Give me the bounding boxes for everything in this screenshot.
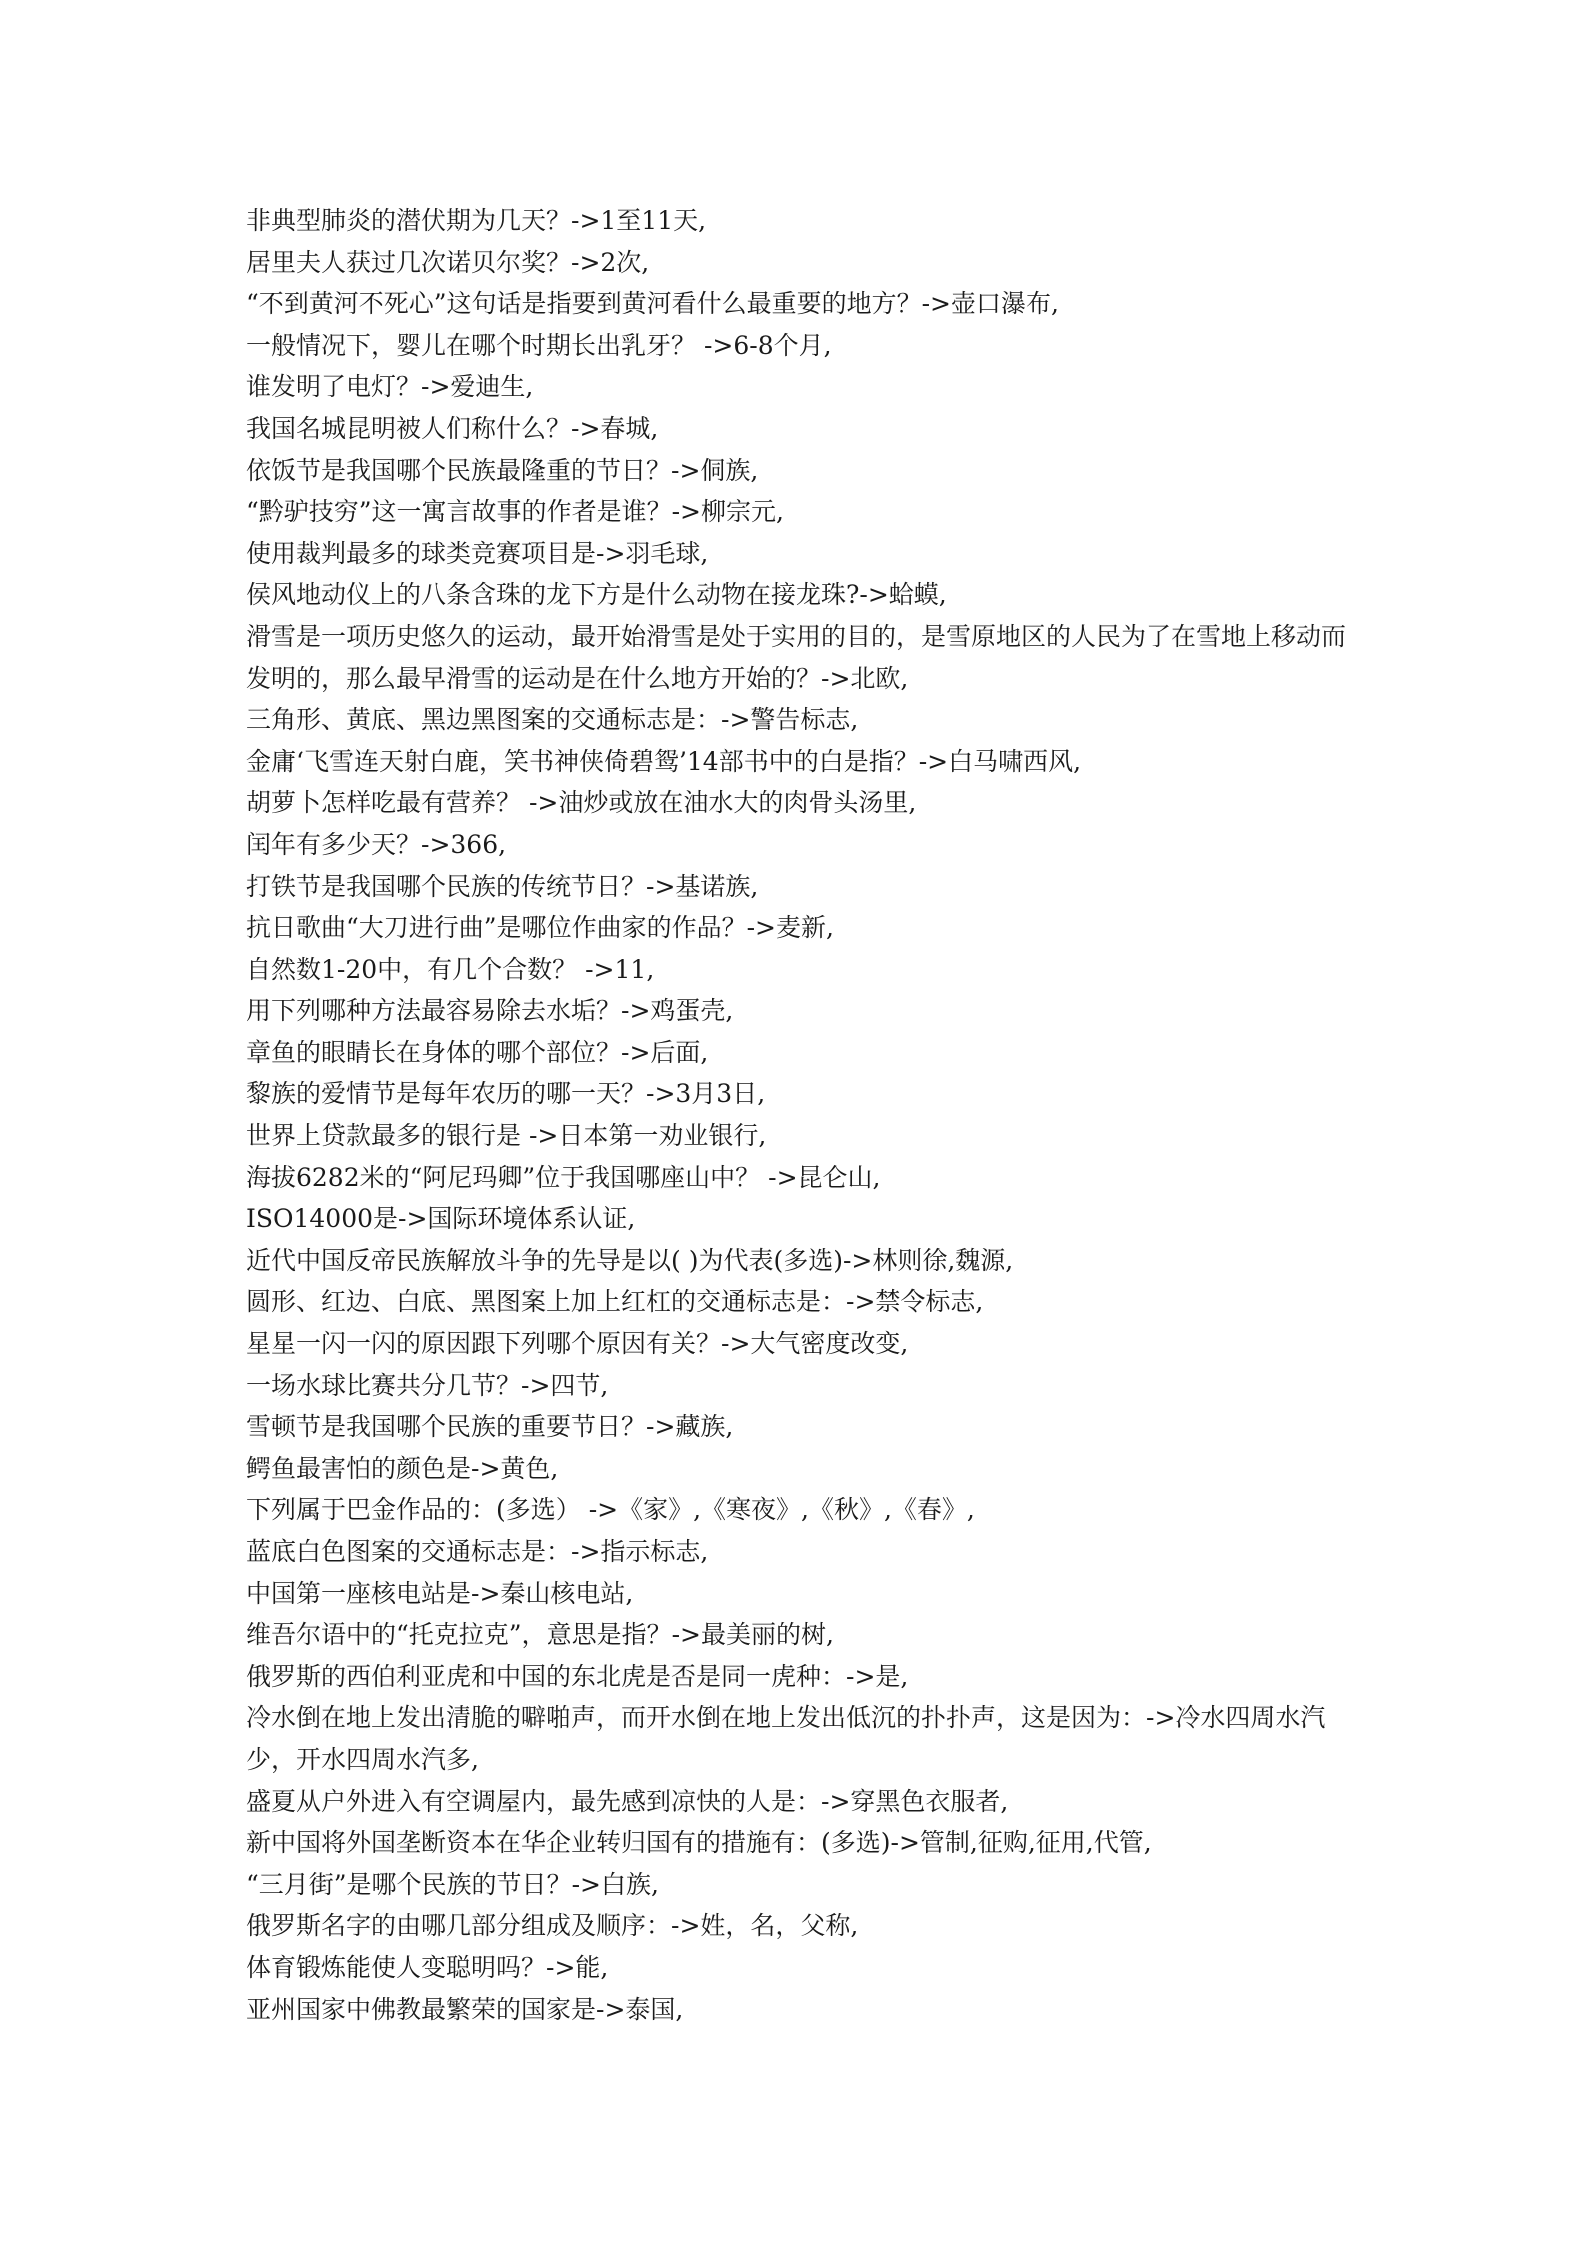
qa-line: 金庸‘飞雪连天射白鹿，笑书神侠倚碧鸳’14部书中的白是指？->白马啸西风, (246, 746, 1082, 776)
qa-line: 下列属于巴金作品的：(多选） ->《家》,《寒夜》,《秋》,《春》, (246, 1495, 975, 1525)
qa-line: 依饭节是我国哪个民族最隆重的节日？->侗族, (246, 455, 759, 485)
qa-line: 打铁节是我国哪个民族的传统节日？->基诺族, (246, 871, 759, 901)
qa-line: “黔驴技穷”这一寓言故事的作者是谁？->柳宗元, (246, 497, 784, 527)
qa-line: 滑雪是一项历史悠久的运动，最开始滑雪是处于实用的目的，是雪原地区的人民为了在雪地上移动而发明的，那么最早滑雪的运动是在什么地方开始的？->北欧, (246, 621, 1347, 693)
qa-line: 冷水倒在地上发出清脆的噼啪声，而开水倒在地上发出低沉的扑扑声，这是因为：->冷水四周水汽少，开水四周水汽多, (246, 1703, 1326, 1774)
qa-line: 星星一闪一闪的原因跟下列哪个原因有关？->大气密度改变, (246, 1329, 909, 1359)
qa-line: 俄罗斯名字的由哪几部分组成及顺序：->姓，名，父称, (246, 1911, 859, 1941)
qa-line: 居里夫人获过几次诺贝尔奖？->2次, (246, 247, 650, 277)
qa-line: 自然数1-20中，有几个合数？ ->11, (246, 954, 655, 984)
qa-line: 非典型肺炎的潜伏期为几天？->1至11天, (246, 206, 707, 235)
qa-line: 世界上贷款最多的银行是 ->日本第一劝业银行, (246, 1121, 767, 1151)
qa-list (246, 200, 1356, 2030)
qa-line: 新中国将外国垄断资本在华企业转归国有的措施有：(多选)->管制,征购,征用,代管, (246, 1828, 1152, 1858)
qa-line: 盛夏从户外进入有空调屋内，最先感到凉快的人是：->穿黑色衣服者, (246, 1786, 1009, 1816)
qa-line: 胡萝卜怎样吃最有营养？ ->油炒或放在油水大的肉骨头汤里, (246, 788, 917, 818)
qa-line: 章鱼的眼睛长在身体的哪个部位？->后面, (246, 1037, 709, 1067)
qa-line: 用下列哪种方法最容易除去水垢？->鸡蛋壳, (246, 996, 734, 1026)
qa-line: ISO14000是->国际环境体系认证, (246, 1204, 636, 1234)
qa-line: 海拔6282米的“阿尼玛卿”位于我国哪座山中？ ->昆仑山, (246, 1162, 881, 1192)
qa-line: 使用裁判最多的球类竞赛项目是->羽毛球, (246, 538, 709, 568)
qa-line: “不到黄河不死心”这句话是指要到黄河看什么最重要的地方？->壶口瀑布, (246, 289, 1059, 319)
qa-line: 闰年有多少天？->366, (246, 829, 507, 859)
qa-line: 中国第一座核电站是->秦山核电站, (246, 1578, 634, 1608)
qa-line: 一场水球比赛共分几节？->四节, (246, 1370, 609, 1400)
qa-line: 一般情况下，婴儿在哪个时期长出乳牙？ ->6-8个月, (246, 330, 832, 360)
qa-line: 侯风地动仪上的八条含珠的龙下方是什么动物在接龙珠?->蛤蟆, (246, 580, 947, 610)
qa-line: 亚州国家中佛教最繁荣的国家是->泰国, (246, 1994, 684, 2024)
qa-line: 圆形、红边、白底、黑图案上加上红杠的交通标志是：->禁令标志, (246, 1287, 984, 1317)
qa-line: 谁发明了电灯？->爱迪生, (246, 372, 534, 402)
qa-line: 黎族的爱情节是每年农历的哪一天？->3月3日, (246, 1079, 766, 1109)
qa-line: 维吾尔语中的“托克拉克”，意思是指？->最美丽的树, (246, 1620, 834, 1650)
qa-line: 我国名城昆明被人们称什么？->春城, (246, 413, 659, 443)
qa-line: 雪顿节是我国哪个民族的重要节日？->藏族, (246, 1412, 734, 1442)
qa-line: 体育锻炼能使人变聪明吗？->能, (246, 1952, 609, 1982)
qa-line: 近代中国反帝民族解放斗争的先导是以( )为代表(多选)->林则徐,魏源, (246, 1245, 1014, 1275)
qa-line: 三角形、黄底、黑边黑图案的交通标志是：->警告标志, (246, 705, 859, 735)
qa-line: 抗日歌曲“大刀进行曲”是哪位作曲家的作品？->麦新, (246, 913, 834, 943)
qa-line: 蓝底白色图案的交通标志是：->指示标志, (246, 1537, 709, 1566)
qa-line: 鳄鱼最害怕的颜色是->黄色, (246, 1453, 559, 1483)
qa-line: “三月街”是哪个民族的节日？->白族, (246, 1869, 659, 1899)
qa-line: 俄罗斯的西伯利亚虎和中国的东北虎是否是同一虎种：->是, (246, 1661, 909, 1691)
